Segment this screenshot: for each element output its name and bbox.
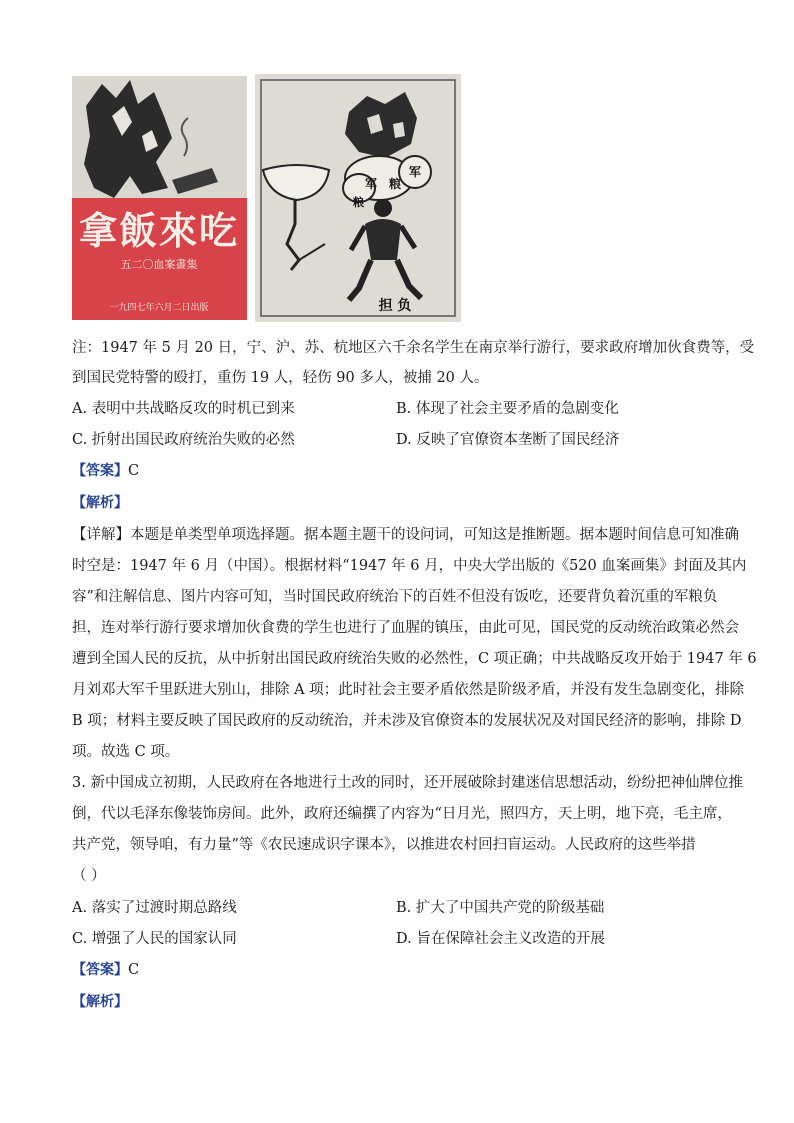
q2-option-d: D. 反映了官僚资本垄断了国民经济 xyxy=(396,432,620,448)
figure-area xyxy=(72,74,464,322)
note-line-2: 到国民党特警的殴打，重伤 19 人，轻伤 90 多人，被捕 20 人。 xyxy=(72,370,489,386)
poster-title: 拿飯來吃 xyxy=(78,209,240,253)
q3-line-2: 倒，代以毛泽东像装饰房间。此外，政府还编撰了内容为“日月光，照四方，天上明，地下亮，毛主席， xyxy=(72,806,732,822)
q3-option-a: A. 落实了过渡时期总路线 xyxy=(72,900,237,916)
q2-detail-line-2: 时空是：1947 年 6 月（中国）。根据材料“1947 年 6 月，中央大学出版的《520 血案画集》封面及其内 xyxy=(72,558,747,574)
q2-answer-value: C xyxy=(128,463,140,479)
q3-line-4: （ ） xyxy=(72,868,106,884)
note-line-1: 注：1947 年 5 月 20 日，宁、沪、苏、杭地区六千余名学生在南京举行游行，要求政府增加伙食费等，受 xyxy=(72,340,755,356)
q2-answer-tag: 【答案】 xyxy=(72,463,128,479)
q3-analysis xyxy=(72,992,128,1012)
q2-detail-line-1: 【详解】本题是单类型单项选择题。据本题主题干的设问词，可知这是推断题。据本题时间信息可知准确 xyxy=(72,527,739,543)
poster-image xyxy=(72,76,247,320)
cartoon-image xyxy=(255,74,461,322)
cartoon-caption: 担 负 xyxy=(378,298,412,314)
q2-detail-line-7: B 项；材料主要反映了国民政府的反动统治，并未涉及官僚资本的发展状况及对国民经济的影响，排除 D xyxy=(72,713,742,729)
q2-detail-line-3: 容”和注解信息、图片内容可知，当时国民政府统治下的百姓不但没有饭吃，还要背负着沉重的军粮负 xyxy=(72,589,718,605)
q3-answer-tag: 【答案】 xyxy=(72,962,128,978)
q2-detail-line-8: 项。故选 C 项。 xyxy=(72,744,180,760)
q2-detail-line-6: 月刘邓大军千里跃进大别山，排除 A 项；此时社会主要矛盾依然是阶级矛盾，并没有发生急剧变化，排除 xyxy=(72,682,745,698)
q2-answer xyxy=(72,461,139,481)
q3-answer-value: C xyxy=(128,962,140,978)
cartoon-label-3: 粮 xyxy=(353,196,364,209)
q2-option-c: C. 折射出国民政府统治失败的必然 xyxy=(72,432,295,448)
q3-line-1: 3. 新中国成立初期，人民政府在各地进行土改的同时，还开展破除封建迷信思想活动，纷纷把神仙牌位推 xyxy=(72,775,743,791)
q2-option-b: B. 体现了社会主要矛盾的急剧变化 xyxy=(396,401,619,417)
q2-option-a: A. 表明中共战略反攻的时机已到来 xyxy=(72,401,295,417)
q2-detail-line-4: 担，连对举行游行要求增加伙食费的学生也进行了血腥的镇压，由此可见，国民党的反动统治政策必然会 xyxy=(72,620,739,636)
q3-analysis-tag: 【解析】 xyxy=(72,994,128,1010)
cartoon-label-1: 军 xyxy=(365,177,378,191)
poster-footer: 一九四七年六月二日出版 xyxy=(109,303,209,313)
cartoon-label-4: 军 xyxy=(409,165,422,179)
q2-detail-line-5: 遭到全国人民的反抗，从中折射出国民政府统治失败的必然性，C 项正确；中共战略反攻开始于 1947 年 6 xyxy=(72,651,757,667)
q3-answer xyxy=(72,960,139,980)
q3-option-b: B. 扩大了中国共产党的阶级基础 xyxy=(396,900,605,916)
poster-subtitle: 五二〇血案畫集 xyxy=(120,258,198,271)
q3-option-d: D. 旨在保障社会主义改造的开展 xyxy=(396,931,605,947)
q2-analysis xyxy=(72,493,128,513)
q3-option-c: C. 增强了人民的国家认同 xyxy=(72,931,237,947)
q3-line-3: 共产党，领导咱，有力量”等《农民速成识字课本》，以推进农村回扫盲运动。人民政府的这些举措 xyxy=(72,837,696,853)
q2-analysis-tag: 【解析】 xyxy=(72,495,128,511)
cartoon-label-2: 粮 xyxy=(389,177,402,191)
